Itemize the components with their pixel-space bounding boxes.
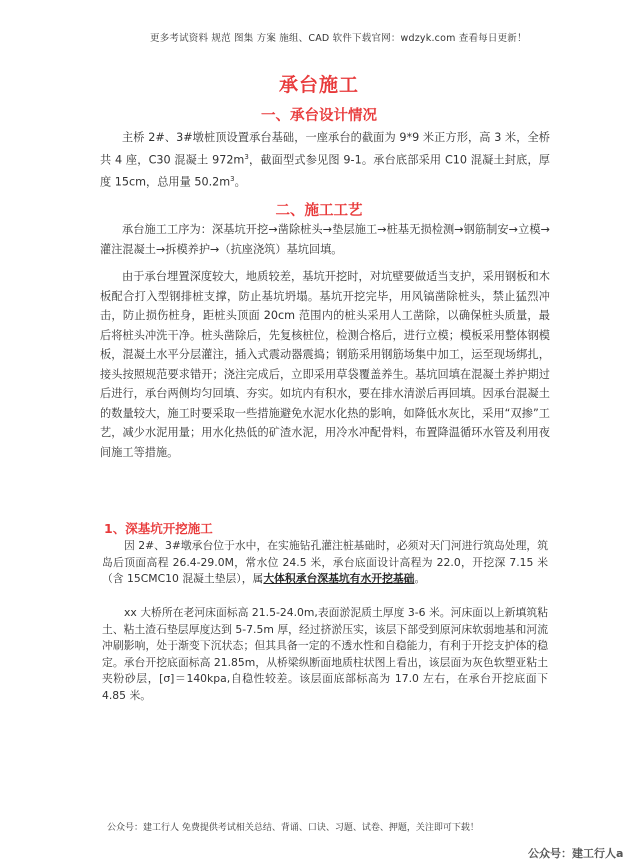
- paragraph-design-text-2: ，截面型式参见图 9-1。承台底部采用 C10 混凝土封底，厚度 15cm，总用量 50.2m: [100, 153, 550, 189]
- superscript-cubic-1: 3: [244, 152, 249, 161]
- paragraph-design: [100, 128, 550, 192]
- paragraph-excavation-1: [102, 538, 548, 588]
- paragraph-design-text-1: 主桥 2#、3#墩桩顶设置承台基础，一座承台的截面为 9*9 米正方形，高 3 米，全桥共 4 座，C30 混凝土 972m: [100, 131, 550, 167]
- emphasis-deep-pit: 大体积承台深基坑有水开挖基础: [263, 572, 415, 586]
- footer-note: 公众号：建工行人 免费提供考试相关总结、背诵、口诀、习题、试卷、押题，关注即可下载！: [107, 823, 479, 833]
- section-heading-process: 二、施工工艺: [275, 203, 363, 219]
- paragraph-process-sequence: 承台施工工序为：深基坑开挖→凿除桩头→垫层施工→桩基无损检测→钢筋制安→立模→灌注混凝土→拆模养护→（抗座浇筑）基坑回填。: [100, 223, 550, 256]
- paragraph-design-text-3: 。: [234, 175, 246, 189]
- page-title: 承台施工: [278, 74, 359, 96]
- superscript-cubic-2: 3: [230, 174, 235, 183]
- watermark: 公众号：建工行人a: [528, 847, 624, 860]
- header-note: 更多考试资料 规范 图集 方案 施组、CAD 软件下载官网：wdzyk.com 查看每日更新！: [150, 33, 527, 44]
- paragraph-excavation-end: 。: [414, 572, 426, 586]
- paragraph-excavation-text: 因 2#、3#墩承台位于水中，在实施钻孔灌注桩基础时，必须对天门河进行筑岛处理，筑岛后顶面高程 26.4-29.0M，常水位 24.5 米，承台底面设计高程为 22.0，开挖深 7.15 米（含 15CMC10 混凝土垫层），属: [102, 539, 548, 586]
- paragraph-process-detail: 由于承台埋置深度较大，地质较差，基坑开挖时，对坑壁要做适当支护，采用钢板和木板配合打入型钢排桩支撑，防止基坑坍塌。基坑开挖完毕，用风镐凿除桩头，禁止猛烈冲击，防止损伤桩身，距桩头顶面 20cm 范围内的桩头采用人工凿除，以确保桩头质量，最后将桩头冲洗干净。桩头凿除后，先复核桩位，检测合格后，进行立模；模板采用整体钢模板，混凝土水平分层灌注，插入式震动器震捣；钢筋采用钢筋场集中加工，运至现场绑扎，接头按照规范要求错开；浇注完成后，立即采用草袋覆盖养生。基坑回填在混凝土养护期过后进行，承台两侧均匀回填、夯实。如坑内有积水，要在排水清淤后再回填。因承台混凝土的数量较大，施工时要采取一些措施避免水泥水化热的影响，如降低水灰比，采用“双掺”工艺，减少水泥用量；用水化热低的矿渣水泥，用冷水冲配骨料，布置降温循环水管及利用夜间施工等措施。: [100, 270, 550, 459]
- paragraph-geology: xx 大桥所在老河床面标高 21.5-24.0m,表面淤泥质土厚度 3-6 米。河床面以上新填筑粘土、粘土渣石垫层厚度达到 5-7.5m 厚，经过挤淤压实，该层下部受到原河床软弱地基和河流冲刷影响，处于渐变下沉状态；但其具备一定的不透水性和自稳能力，有利于开挖支护体的稳定。承台开挖底面标高 21.85m，从桥梁纵断面地质柱状图上看出，该层面为灰色软塑亚粘土夹粉砂层，[σ]＝140kpa,自稳性较差。该层面底部标高为 17.0 左右，在承台开挖底面下 4.85 米。: [102, 606, 548, 702]
- section-heading-design: 一、承台设计情况: [261, 108, 377, 124]
- subsection-heading-excavation: 1、深基坑开挖施工: [104, 521, 213, 536]
